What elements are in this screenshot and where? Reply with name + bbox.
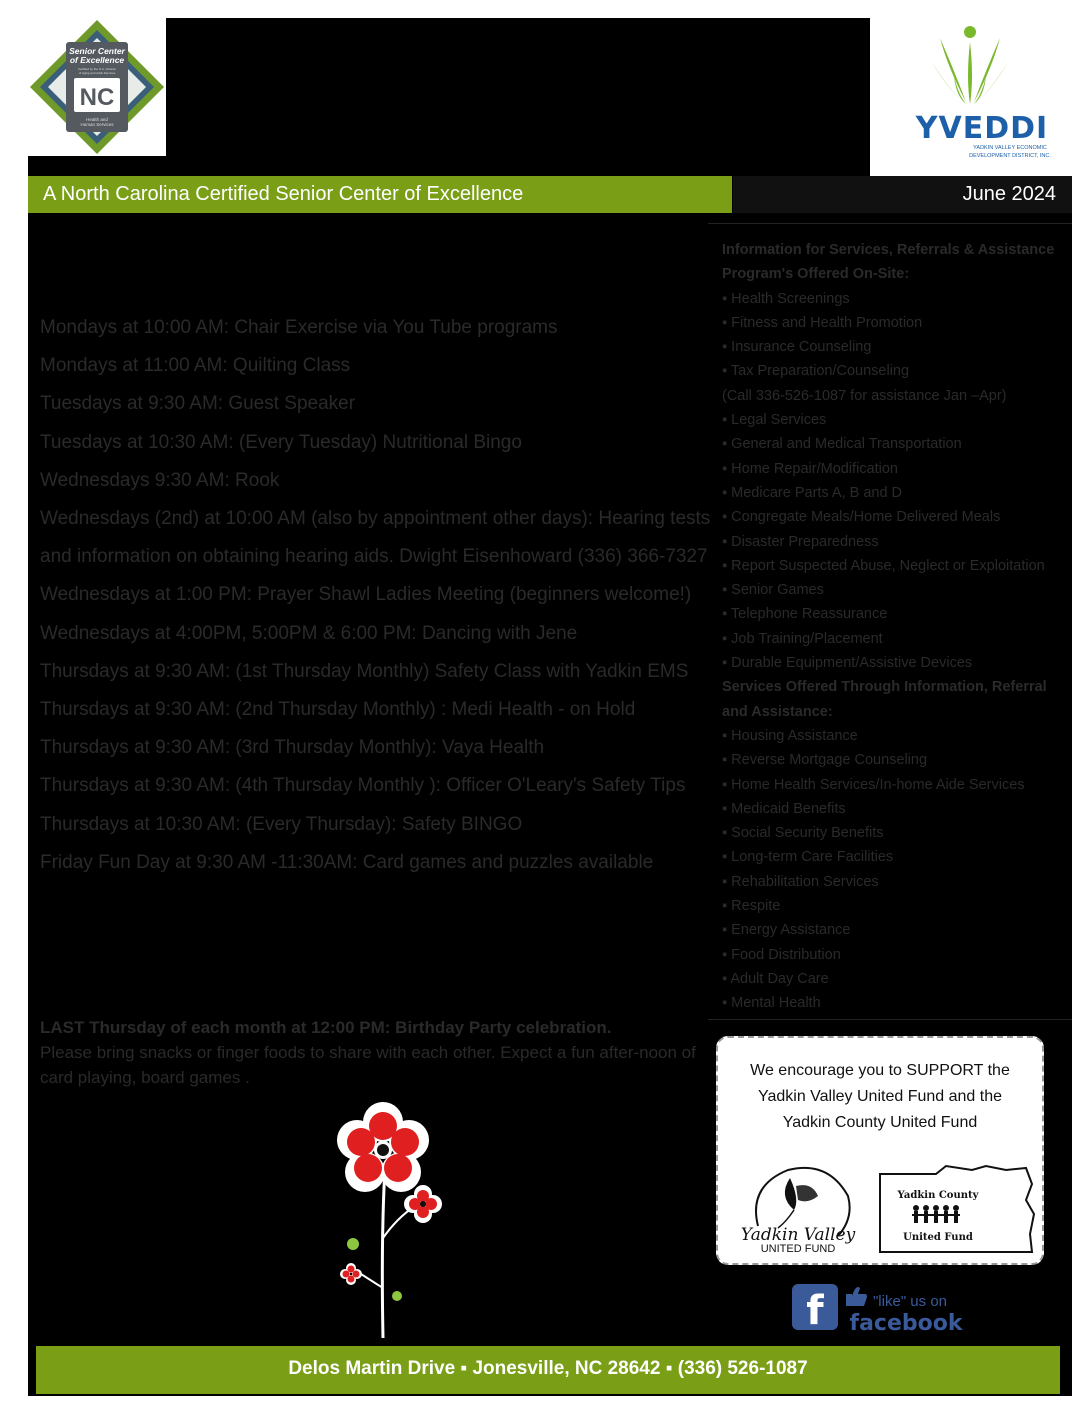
service-item: ▪ General and Medical Transportation: [722, 436, 962, 453]
yveddi-name: YVEDDI: [915, 111, 1049, 146]
service-item: ▪ Job Training/Placement: [722, 630, 883, 647]
service-item: ▪ Home Repair/Modification: [722, 460, 898, 477]
service-item: ▪ Long-term Care Facilities: [722, 849, 894, 866]
footer-address: Delos Martin Drive ▪ Jonesville, NC 28642 ▪ (336) 526-1087: [288, 1358, 808, 1379]
weekly-schedule: [40, 309, 710, 882]
service-item: ▪ Energy Assistance: [722, 922, 851, 939]
schedule-item: Wednesdays (2nd) at 10:00 AM (also by appointment other days): Hearing tests: [40, 508, 711, 530]
fund-logo-a-line2: UNITED FUND: [760, 1243, 836, 1254]
services-heading: Services Offered Through Information, Referral: [722, 679, 1047, 696]
yveddi-logo: [870, 18, 1072, 176]
service-item: ▪ Durable Equipment/Assistive Devices: [722, 655, 973, 672]
services-heading: Information for Services, Referrals & Assistance: [722, 242, 1055, 258]
service-item: ▪ Reverse Mortgage Counseling: [722, 752, 928, 769]
schedule-item: Wednesdays 9:30 AM: Rook: [40, 469, 280, 491]
service-item: (Call 336-526-1087 for assistance Jan –Apr): [722, 387, 1007, 404]
facebook-brand-text: facebook: [849, 1311, 963, 1336]
service-item: ▪ Health Screenings: [722, 290, 850, 307]
service-item: ▪ Telephone Reassurance: [722, 606, 888, 623]
yadkin-valley-united-fund-logo: [738, 1156, 858, 1254]
facebook-like-text: "like" us on: [872, 1293, 948, 1310]
services-list: [722, 238, 1067, 1016]
service-item: ▪ Food Distribution: [722, 946, 841, 963]
footer-bar: [36, 1346, 1060, 1394]
services-heading: Program's Offered On-Site:: [722, 266, 910, 283]
service-item: ▪ Home Health Services/In-home Aide Services: [722, 776, 1025, 793]
yveddi-sub1: YADKIN VALLEY ECONOMIC: [973, 145, 1047, 151]
schedule-item: Thursdays at 9:30 AM: (3rd Thursday Monthly): Vaya Health: [40, 737, 545, 759]
flower-illustration: [323, 1098, 443, 1348]
service-item: ▪ Tax Preparation/Counseling: [722, 363, 910, 380]
schedule-item: Mondays at 10:00 AM: Chair Exercise via You Tube programs: [40, 317, 558, 338]
united-fund-box: [716, 1036, 1044, 1265]
date-bar: [733, 176, 1072, 213]
schedule-item: Tuesdays at 10:30 AM: (Every Tuesday) Nutritional Bingo: [40, 431, 522, 453]
service-item: ▪ Housing Assistance: [722, 727, 858, 744]
schedule-item: Thursdays at 10:30 AM: (Every Thursday): Safety BINGO: [40, 813, 523, 835]
united-fund-text: [718, 1058, 1042, 1136]
svg-text:Health and: Health and: [86, 117, 108, 122]
fund-logo-b-line2: United Fund: [903, 1232, 973, 1243]
service-item: ▪ Respite: [722, 898, 781, 915]
newsletter-page: [28, 18, 1072, 1396]
schedule-item: and information on obtaining hearing aids. Dwight Eisenhoward (336) 366-7327: [40, 546, 708, 568]
svg-text:of Aging and Adult Services: of Aging and Adult Services: [78, 71, 116, 75]
senior-center-logo: [28, 18, 166, 156]
schedule-item: Thursdays at 9:30 AM: (1st Thursday Monthly) Safety Class with Yadkin EMS: [40, 660, 689, 682]
schedule-item: Friday Fun Day at 9:30 AM -11:30AM: Card games and puzzles available: [40, 851, 654, 873]
svg-text:Certified by the N.C. Division: Certified by the N.C. Division: [77, 67, 117, 71]
header: [28, 18, 1072, 176]
newsletter-title: A North Carolina Certified Senior Center of Excellence: [43, 183, 524, 205]
service-item: ▪ Disaster Preparedness: [722, 533, 879, 550]
service-item: ▪ Mental Health: [722, 995, 821, 1012]
service-item: ▪ Medicaid Benefits: [722, 800, 846, 817]
schedule-item: Wednesdays at 4:00PM, 5:00PM & 6:00 PM: Dancing with Jene: [40, 622, 578, 644]
yveddi-sub2: DEVELOPMENT DISTRICT, INC.: [969, 153, 1051, 159]
fund-line2: Yadkin Valley United Fund and the: [757, 1088, 1002, 1105]
services-sidebar: [708, 223, 1072, 1020]
issue-date: June 2024: [962, 183, 1056, 205]
service-item: ▪ Social Security Benefits: [722, 825, 884, 842]
service-item: ▪ Report Suspected Abuse, Neglect or Exploitation: [722, 557, 1045, 574]
logo-line2: of Excellence: [69, 55, 125, 65]
svg-text:Human Services: Human Services: [80, 122, 114, 127]
service-item: ▪ Fitness and Health Promotion: [722, 314, 923, 331]
fund-line1: We encourage you to SUPPORT the: [750, 1062, 1010, 1079]
svg-text:f: f: [806, 1288, 824, 1334]
title-bar: [28, 176, 732, 213]
schedule-item: Tuesdays at 9:30 AM: Guest Speaker: [40, 393, 356, 415]
birthday-note: [40, 1015, 700, 1090]
schedule-item: Thursdays at 9:30 AM: (2nd Thursday Monthly) : Medi Health - on Hold: [40, 699, 636, 721]
service-item: ▪ Medicare Parts A, B and D: [722, 484, 903, 501]
logo-nc-mark: NC: [79, 84, 115, 111]
fund-logo-a-line1: Yadkin Valley: [740, 1225, 856, 1245]
service-item: ▪ Senior Games: [722, 582, 824, 599]
fund-line3: Yadkin County United Fund: [782, 1114, 978, 1131]
yadkin-county-united-fund-logo: [876, 1164, 1036, 1256]
service-item: ▪ Legal Services: [722, 412, 827, 429]
fund-logo-b-line1: Yadkin County: [897, 1190, 979, 1201]
facebook-like-badge[interactable]: [790, 1280, 970, 1336]
service-item: ▪ Rehabilitation Services: [722, 873, 879, 890]
schedule-item: Thursdays at 9:30 AM: (4th Thursday Monthly ): Officer O'Leary's Safety Tips: [40, 775, 686, 797]
schedule-item: Mondays at 11:00 AM: Quilting Class: [40, 355, 351, 377]
birthday-heading: LAST Thursday of each month at 12:00 PM: Birthday Party celebration.: [40, 1018, 612, 1037]
thumbs-up-icon: [846, 1287, 867, 1306]
service-item: ▪ Insurance Counseling: [722, 339, 872, 356]
service-item: ▪ Congregate Meals/Home Delivered Meals: [722, 509, 1001, 526]
service-item: ▪ Adult Day Care: [722, 970, 829, 987]
birthday-text: Please bring snacks or finger foods to share with each other. Expect a fun after-noon of card playing, board games .: [40, 1043, 696, 1087]
services-heading: and Assistance:: [722, 703, 833, 720]
logo-line1: Senior Center: [69, 46, 125, 56]
schedule-item: Wednesdays at 1:00 PM: Prayer Shawl Ladies Meeting (beginners welcome!): [40, 584, 692, 606]
